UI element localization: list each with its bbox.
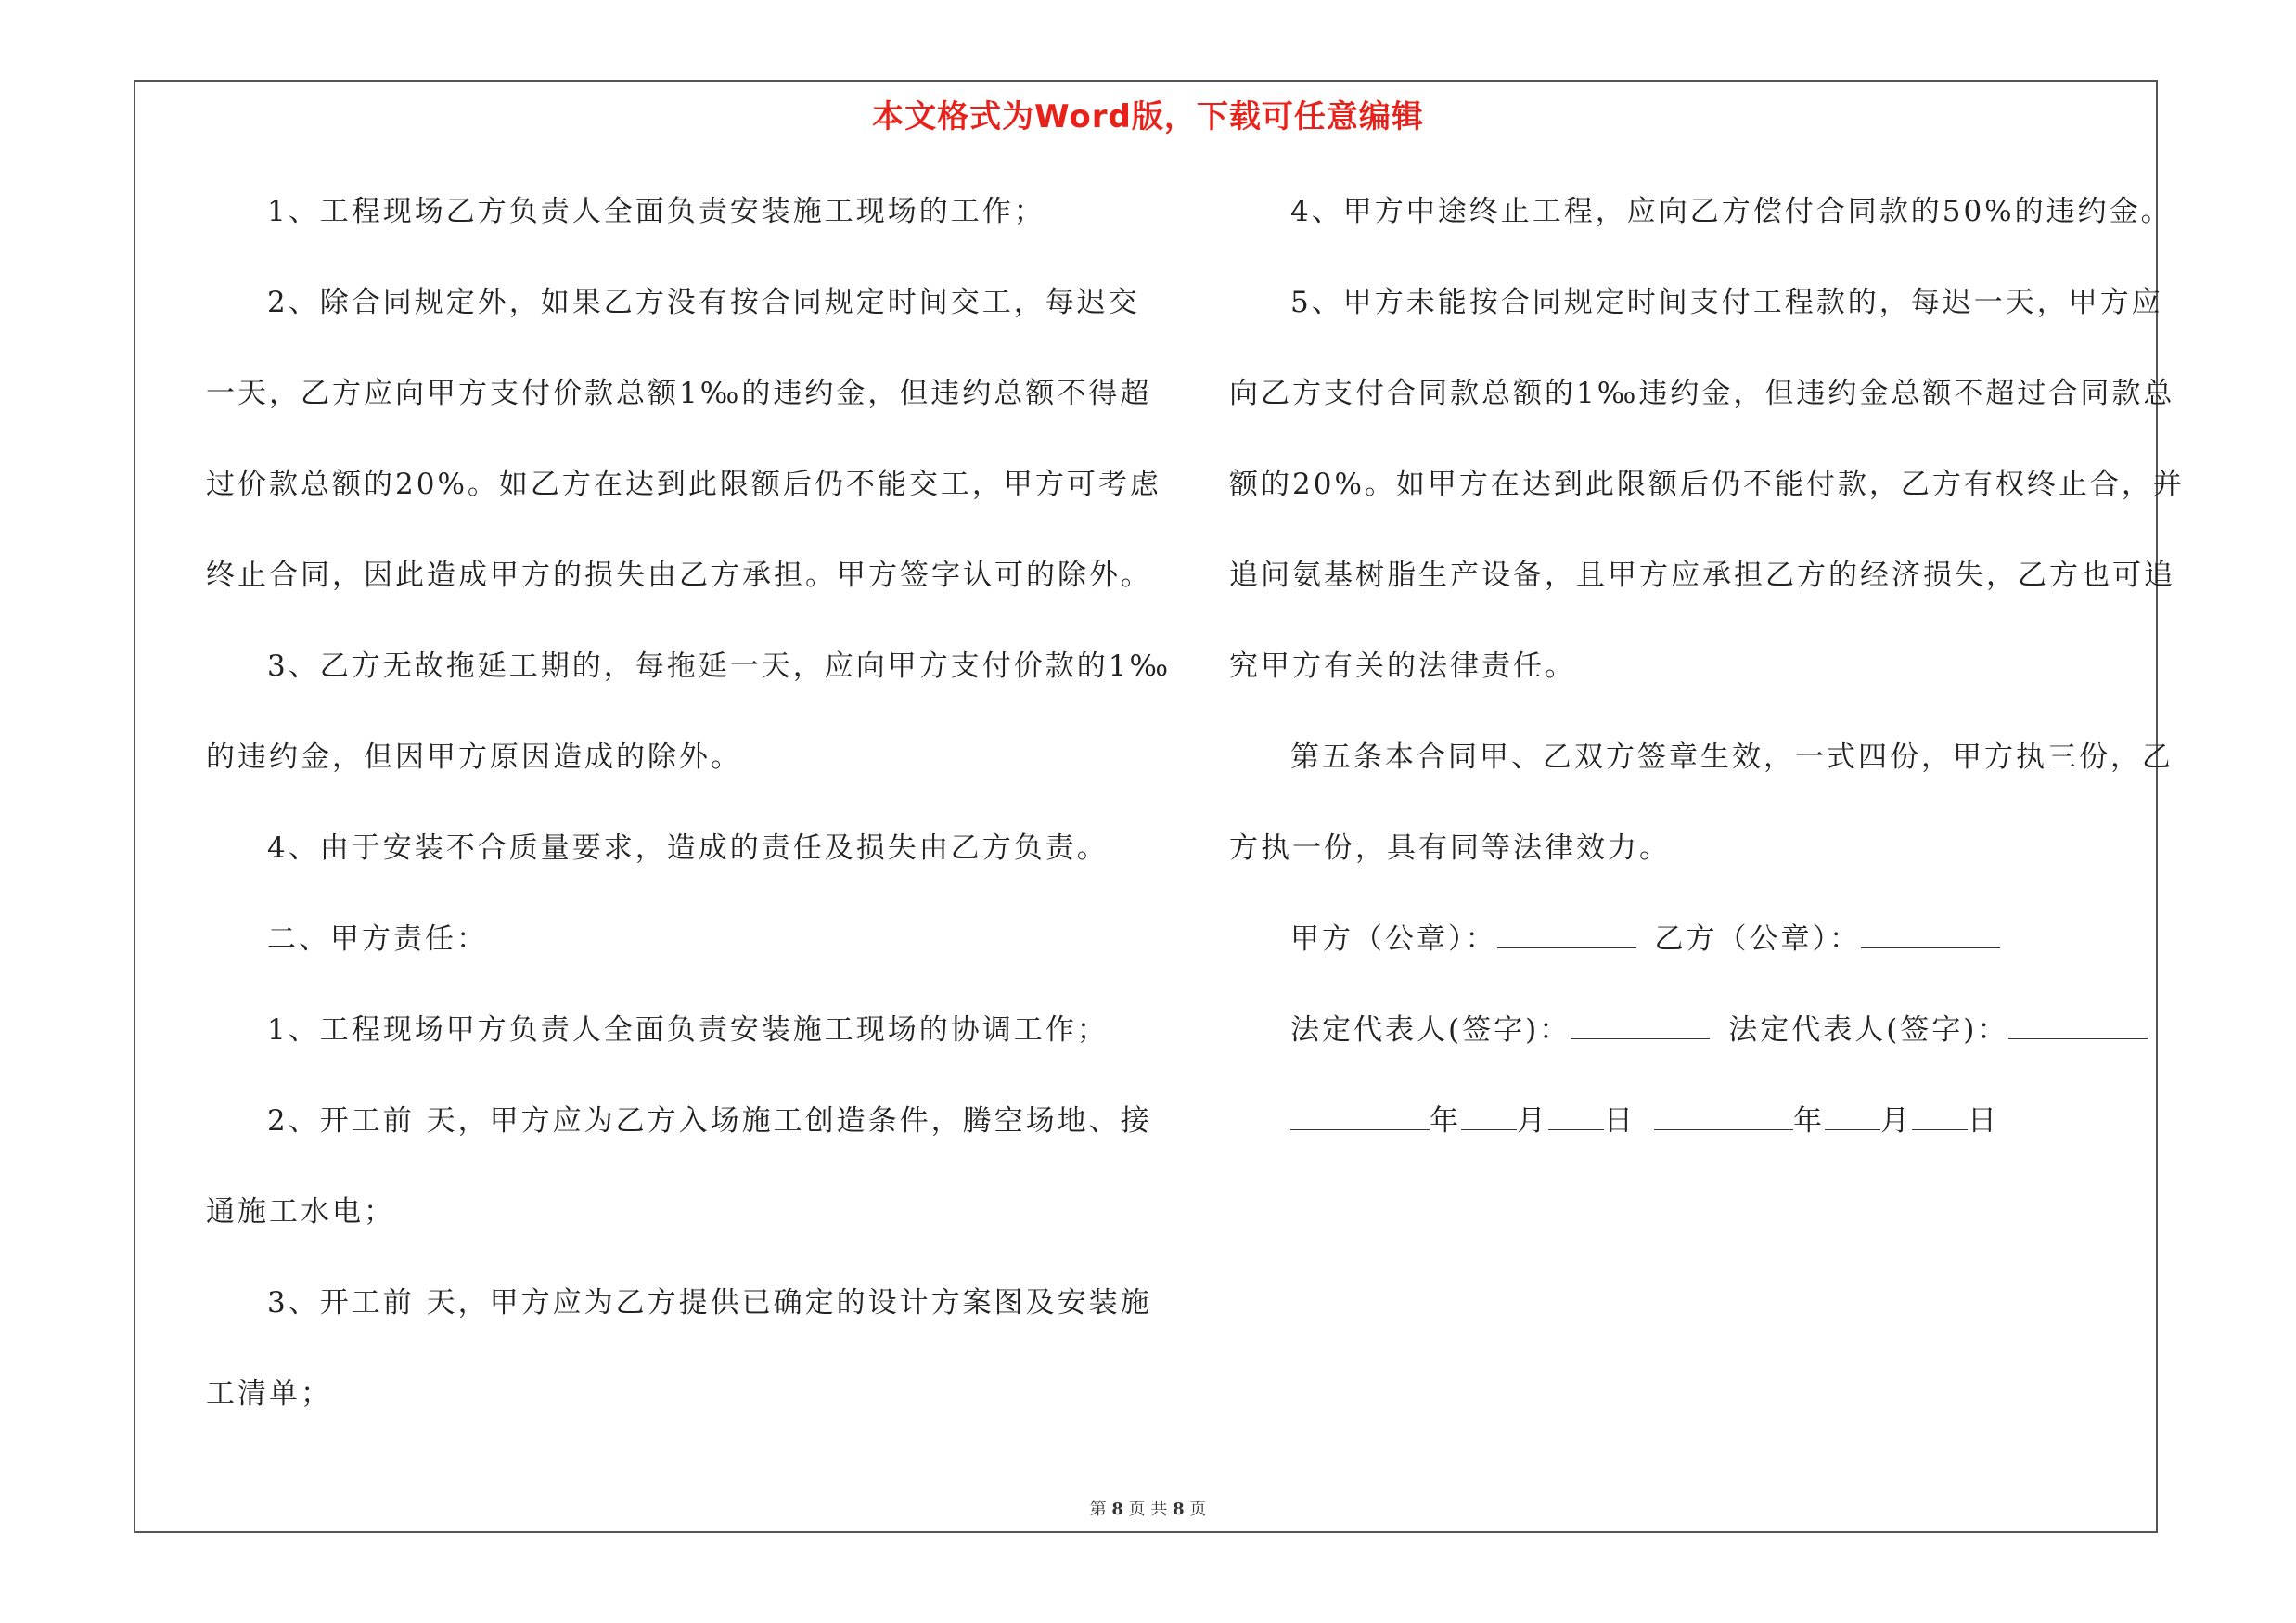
paragraph-line: 的违约金，但因甲方原因造成的除外。 xyxy=(206,741,742,774)
paragraph-line: 过价款总额的20%。如乙方在达到此限额后仍不能交工，甲方可考虑 xyxy=(206,468,1161,501)
footer-prefix: 第 xyxy=(1089,1500,1107,1519)
date-a-month-blank[interactable] xyxy=(1461,1101,1517,1130)
paragraph-line: 3、乙方无故拖延工期的，每拖延一天，应向甲方支付价款的1‰ xyxy=(267,650,1172,683)
paragraph-line: 3、开工前 天，甲方应为乙方提供已确定的设计方案图及安装施 xyxy=(267,1286,1152,1320)
paragraph-line: 向乙方支付合同款总额的1‰违约金，但违约金总额不超过合同款总 xyxy=(1229,377,2175,410)
footer-suffix: 页 xyxy=(1189,1500,1207,1519)
date-a-year-blank[interactable] xyxy=(1290,1101,1430,1130)
paragraph-line: 4、由于安装不合质量要求，造成的责任及损失由乙方负责。 xyxy=(267,831,1109,865)
month-label-a: 月 xyxy=(1517,1104,1548,1138)
paragraph-line: 工清单； xyxy=(206,1377,332,1410)
month-label-b: 月 xyxy=(1880,1104,1912,1138)
paragraph-line: 2、除合同规定外，如果乙方没有按合同规定时间交工，每迟交 xyxy=(267,286,1140,319)
date-b-year-blank[interactable] xyxy=(1654,1101,1793,1130)
paragraph-line: 2、开工前 天，甲方应为乙方入场施工创造条件，腾空场地、接 xyxy=(267,1104,1152,1138)
paragraph-line: 二、甲方责任： xyxy=(267,922,488,956)
footer-middle: 页 共 xyxy=(1128,1500,1168,1519)
date-a-day-blank[interactable] xyxy=(1548,1101,1604,1130)
paragraph-line: 5、甲方未能按合同规定时间支付工程款的，每迟一天，甲方应 xyxy=(1290,286,2163,319)
day-label-b: 日 xyxy=(1968,1104,1999,1138)
day-label-a: 日 xyxy=(1604,1104,1635,1138)
paragraph-line: 究甲方有关的法律责任。 xyxy=(1229,650,1576,683)
right-paragraphs xyxy=(1229,186,2185,913)
format-banner: 本文格式为Word版，下载可任意编辑 xyxy=(872,98,1424,135)
right-column xyxy=(1229,186,2185,1186)
footer-total-pages: 8 xyxy=(1173,1500,1185,1519)
paragraph-line: 通施工水电； xyxy=(206,1195,395,1229)
rep-b-label: 法定代表人(签字)： xyxy=(1728,1013,2009,1047)
party-b-seal-blank[interactable] xyxy=(1861,920,2000,948)
date-line xyxy=(1229,1095,2152,1186)
footer-current-page: 8 xyxy=(1111,1500,1123,1519)
year-label-b: 年 xyxy=(1793,1104,1825,1138)
date-b-month-blank[interactable] xyxy=(1825,1101,1880,1130)
paragraph-line: 追问氨基树脂生产设备，且甲方应承担乙方的经济损失，乙方也可追 xyxy=(1229,559,2175,592)
paragraph-line: 一天，乙方应向甲方支付价款总额1‰的违约金，但违约总额不得超 xyxy=(206,377,1152,410)
paragraph-line: 1、工程现场甲方负责人全面负责安装施工现场的协调工作； xyxy=(267,1013,1109,1047)
paragraph-line: 4、甲方中途终止工程，应向乙方偿付合同款的50%的违约金。 xyxy=(1290,195,2173,228)
rep-a-label: 法定代表人(签字)： xyxy=(1290,1013,1571,1047)
party-a-seal-label: 甲方（公章）： xyxy=(1290,922,1497,956)
representative-line xyxy=(1229,1004,2152,1095)
page-footer xyxy=(0,1496,2296,1520)
party-a-seal-blank[interactable] xyxy=(1497,920,1636,948)
left-column xyxy=(206,186,1172,1459)
paragraph-line: 1、工程现场乙方负责人全面负责安装施工现场的工作； xyxy=(267,195,1045,228)
seal-line xyxy=(1229,913,2152,1004)
rep-b-blank[interactable] xyxy=(2008,1011,2148,1039)
paragraph-line: 终止合同，因此造成甲方的损失由乙方承担。甲方签字认可的除外。 xyxy=(206,559,1152,592)
party-b-seal-label: 乙方（公章）： xyxy=(1654,922,1861,956)
date-b-day-blank[interactable] xyxy=(1912,1101,1968,1130)
paragraph-line: 第五条本合同甲、乙双方签章生效，一式四份，甲方执三份，乙 xyxy=(1290,741,2174,774)
paragraph-line: 额的20%。如甲方在达到此限额后仍不能付款，乙方有权终止合，并 xyxy=(1229,468,2185,501)
paragraph-line: 方执一份，具有同等法律效力。 xyxy=(1229,831,1671,865)
year-label-a: 年 xyxy=(1430,1104,1461,1138)
rep-a-blank[interactable] xyxy=(1571,1011,1710,1039)
